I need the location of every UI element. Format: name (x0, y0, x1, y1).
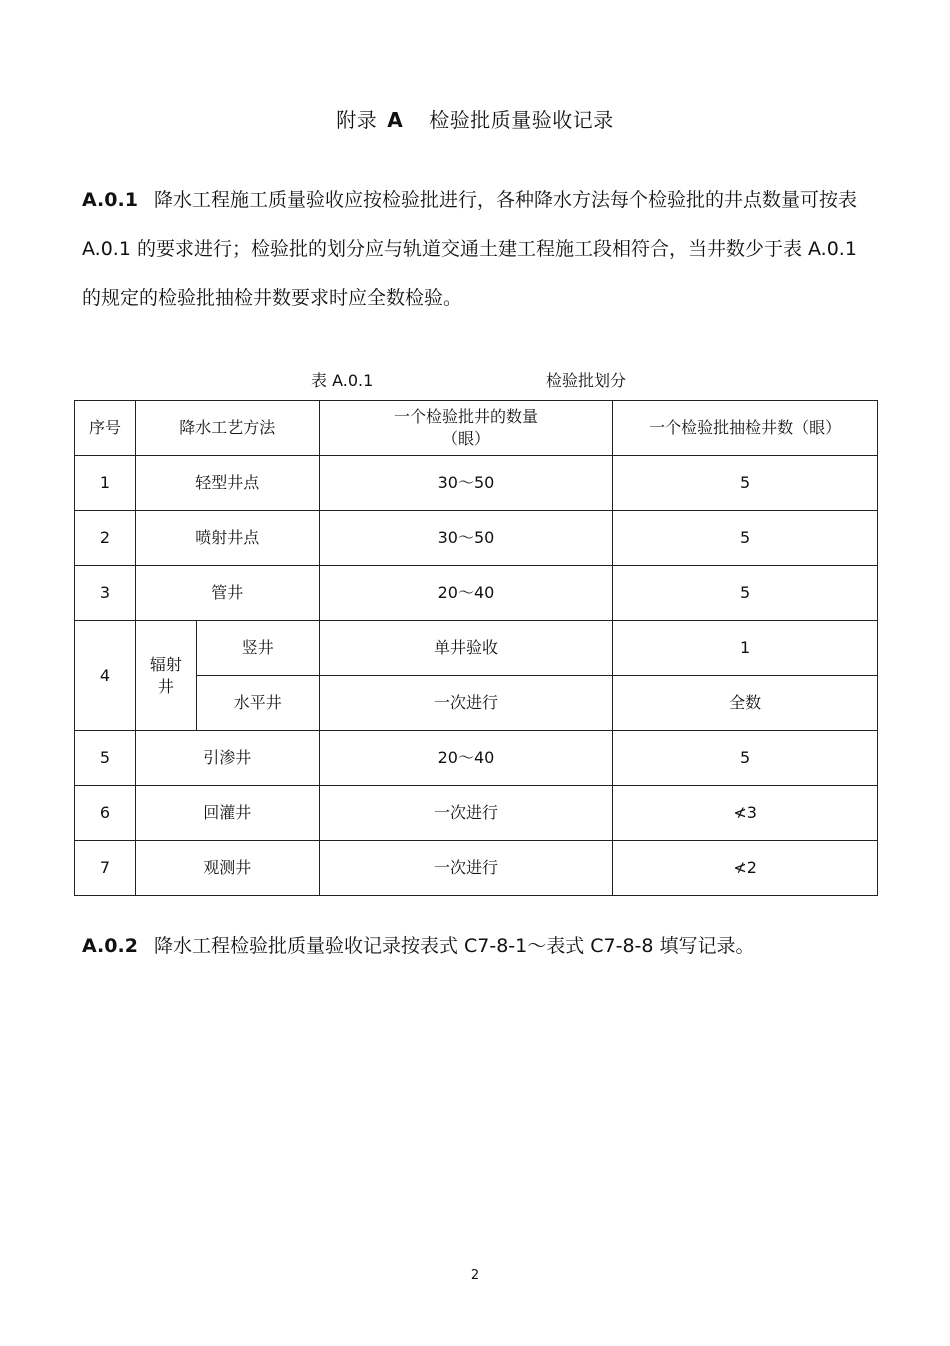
row-sample: 1 (613, 621, 878, 676)
row-number: 7 (75, 841, 136, 896)
header-cell: 一个检验批井的数量 （眼） (319, 401, 613, 456)
section-number: A.0.1 (82, 189, 138, 211)
row-number: 3 (75, 566, 136, 621)
row-count: 20～40 (319, 731, 613, 786)
table-row (75, 786, 878, 841)
table-caption-number: 表 A.0.1 (311, 371, 374, 390)
row-number: 6 (75, 786, 136, 841)
row-count: 30～50 (319, 456, 613, 511)
row-count: 一次进行 (319, 676, 613, 731)
table-row (75, 566, 878, 621)
table-caption-title: 检验批划分 (546, 371, 627, 390)
row-number: 4 (75, 621, 136, 731)
page-title (0, 104, 950, 133)
row-sample: ≮2 (613, 841, 878, 896)
section-a02 (82, 922, 872, 971)
row-number: 1 (75, 456, 136, 511)
row-sample: ≮3 (613, 786, 878, 841)
row-method: 引渗井 (135, 731, 319, 786)
row-method: 喷射井点 (135, 511, 319, 566)
row-count: 一次进行 (319, 786, 613, 841)
section-number: A.0.2 (82, 935, 138, 957)
table-header-row (75, 401, 878, 456)
title-text: 检验批质量验收记录 (429, 108, 614, 132)
table-row (75, 621, 878, 676)
row-count: 一次进行 (319, 841, 613, 896)
page-number: 2 (470, 1268, 480, 1283)
row-method: 回灌井 (135, 786, 319, 841)
header-cell: 降水工艺方法 (135, 401, 319, 456)
title-prefix: 附录 (336, 108, 378, 132)
table-row (75, 511, 878, 566)
header-cell: 一个检验批抽检井数（眼） (613, 401, 878, 456)
section-text: 降水工程施工质量验收应按检验批进行，各种降水方法每个检验批的井点数量可按表 A.0.1 的要求进行；检验批的划分应与轨道交通土建工程施工段相符合，当井数少于表 A.0.1 的规定的检验批抽检井数要求时应全数检验。 (82, 189, 857, 309)
row-method: 观测井 (135, 841, 319, 896)
header-cell: 序号 (75, 401, 136, 456)
row-method: 竖井 (196, 621, 319, 676)
row-method: 管井 (135, 566, 319, 621)
row-method: 轻型井点 (135, 456, 319, 511)
table-row (75, 456, 878, 511)
table-row (75, 841, 878, 896)
row-sample: 5 (613, 511, 878, 566)
row-method: 水平井 (196, 676, 319, 731)
inspection-lot-table (74, 400, 878, 896)
row-sample: 全数 (613, 676, 878, 731)
section-a01 (82, 176, 872, 323)
row-sample: 5 (613, 731, 878, 786)
row-number: 5 (75, 731, 136, 786)
table-row (75, 731, 878, 786)
section-text: 降水工程检验批质量验收记录按表式 C7-8-1～表式 C7-8-8 填写记录。 (153, 935, 755, 957)
row-sample: 5 (613, 566, 878, 621)
row-group: 辐射 井 (135, 621, 196, 731)
row-count: 20～40 (319, 566, 613, 621)
row-sample: 5 (613, 456, 878, 511)
row-count: 30～50 (319, 511, 613, 566)
title-code: A (387, 108, 404, 132)
row-count: 单井验收 (319, 621, 613, 676)
row-number: 2 (75, 511, 136, 566)
